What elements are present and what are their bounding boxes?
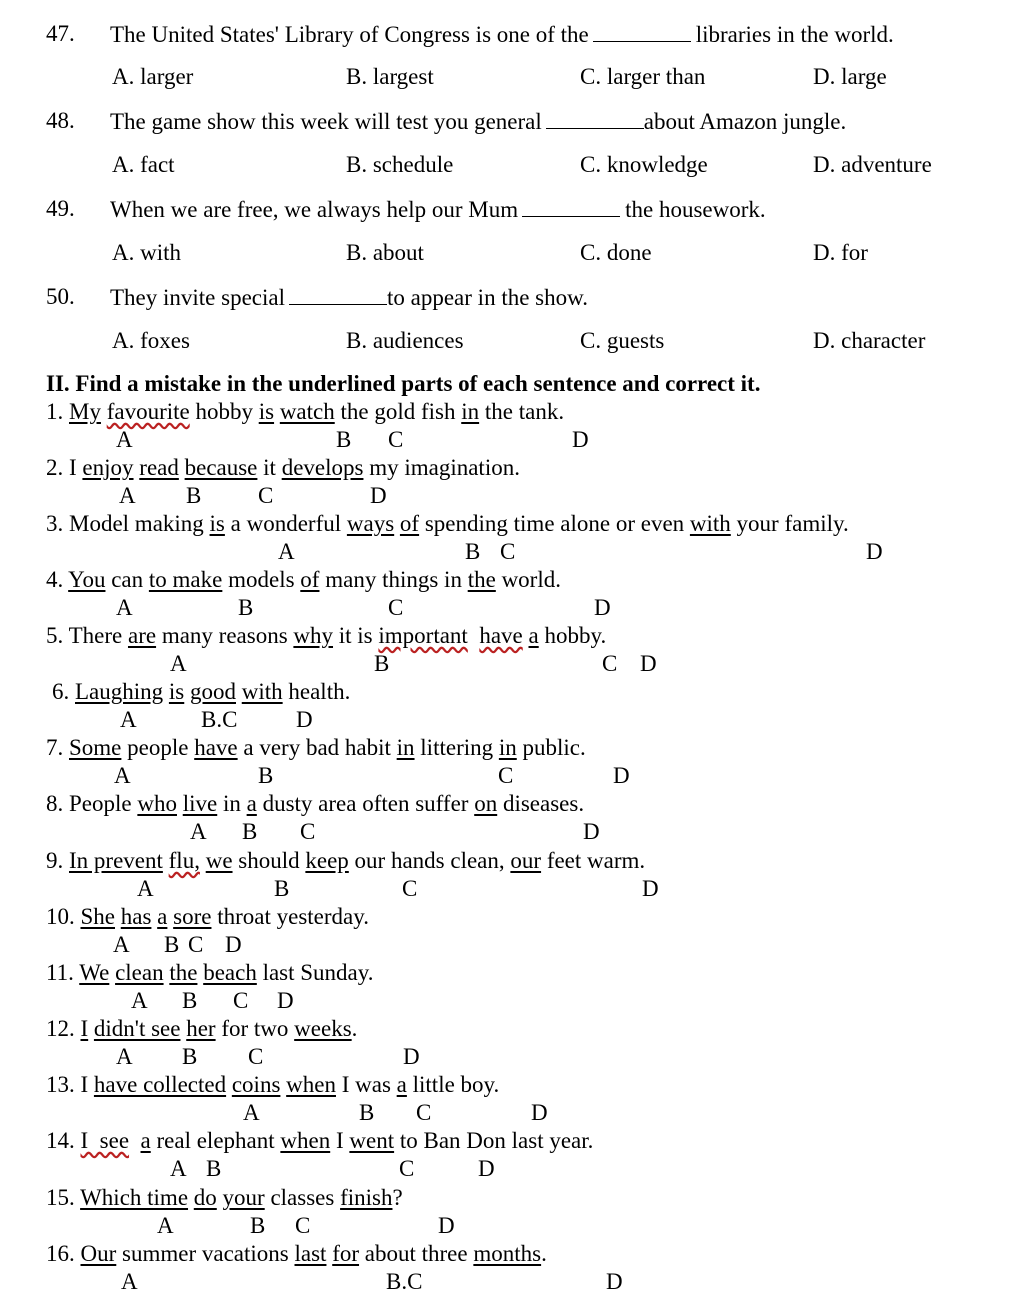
underlined-part: You — [68, 567, 106, 592]
underlined-part: in — [396, 735, 415, 760]
answer-blank — [289, 285, 387, 305]
sentence — [46, 905, 369, 928]
sentence-text: world. — [495, 567, 561, 592]
option-c: C. guests — [580, 328, 665, 353]
question-text — [110, 22, 894, 46]
option-label: B.C — [201, 707, 238, 732]
sentence-number: 11. — [46, 960, 80, 985]
option-d: D. large — [813, 64, 887, 89]
option-label: D — [642, 876, 659, 901]
underlined-part: of — [300, 567, 320, 592]
underlined-part: your — [222, 1185, 265, 1210]
option-label: A — [157, 1213, 174, 1238]
option-label: B.C — [386, 1269, 423, 1294]
underlined-part: because — [184, 455, 258, 480]
sentence — [46, 736, 586, 759]
option-label: B — [336, 427, 352, 452]
underlined-part: My — [69, 399, 101, 424]
option-label: A — [116, 1044, 133, 1069]
sentence — [46, 400, 564, 423]
option-c: C. knowledge — [580, 152, 708, 177]
underlined-part: of — [399, 511, 420, 536]
underlined-part: didn't see — [93, 1016, 181, 1041]
sentence — [46, 568, 561, 591]
sentence-text: There — [68, 623, 128, 648]
underlined-part: Laughing — [75, 679, 164, 704]
sentence-text: hobby. — [538, 623, 607, 648]
sentence — [46, 1242, 547, 1265]
underlined-part: Some — [69, 735, 122, 760]
sentence-text: my imagination. — [363, 455, 520, 480]
option-label: C — [602, 651, 618, 676]
option-d: D. for — [813, 240, 868, 265]
underlined-part: develops — [281, 455, 364, 480]
option-label: C — [300, 819, 316, 844]
option-label: C — [388, 427, 404, 452]
option-a: A. foxes — [112, 328, 190, 353]
option-label: C — [248, 1044, 264, 1069]
answer-blank — [593, 22, 691, 42]
sentence-number: 6. — [52, 679, 75, 704]
option-label: B — [465, 539, 481, 564]
sentence-text: for two — [215, 1016, 295, 1041]
underlined-part: sore — [173, 904, 212, 929]
underlined-part: we — [205, 848, 233, 873]
sentence-text — [129, 1128, 141, 1153]
sentence-text: spending time alone or even — [419, 511, 690, 536]
question-number: 48. — [46, 108, 75, 133]
sentence-number: 3. — [46, 511, 69, 536]
underlined-part: I see — [80, 1128, 130, 1153]
underlined-part: is — [209, 511, 225, 536]
option-label: D — [478, 1156, 495, 1181]
option-label: A — [116, 427, 133, 452]
underlined-part: the — [467, 567, 496, 592]
underlined-part: We — [79, 960, 110, 985]
underlined-part: Which time — [80, 1185, 189, 1210]
option-label: B — [374, 651, 390, 676]
underlined-part: a — [157, 904, 168, 929]
option-label: D — [594, 595, 611, 620]
option-label: D — [225, 932, 242, 957]
sentence-text: models — [222, 567, 301, 592]
option-label: C — [233, 988, 249, 1013]
underlined-part: went — [349, 1128, 395, 1153]
sentence-text: real elephant — [150, 1128, 281, 1153]
option-label: A — [113, 932, 130, 957]
sentence — [46, 1186, 403, 1209]
sentence-text: in — [217, 791, 247, 816]
underlined-part: read — [139, 455, 179, 480]
sentence — [46, 849, 645, 872]
option-label: A — [131, 988, 148, 1013]
sentence-number: 16. — [46, 1241, 81, 1266]
sentence — [46, 1017, 357, 1040]
underlined-part: with — [241, 679, 283, 704]
sentence-text: last Sunday. — [256, 960, 374, 985]
option-c: C. larger than — [580, 64, 706, 89]
sentence-text: our hands clean, — [348, 848, 511, 873]
option-d: D. character — [813, 328, 926, 353]
option-label: B — [164, 932, 180, 957]
underlined-part: coins — [231, 1072, 281, 1097]
underlined-part: keep — [305, 848, 349, 873]
question-text — [110, 285, 588, 309]
question-number: 47. — [46, 21, 75, 46]
option-label: D — [866, 539, 883, 564]
underlined-part: live — [182, 791, 218, 816]
underlined-part: have — [479, 623, 523, 648]
underlined-part: a — [246, 791, 257, 816]
option-label: C — [399, 1156, 415, 1181]
option-label: D — [277, 988, 294, 1013]
underlined-part: flu, — [168, 848, 200, 873]
sentence-text: hobby — [189, 399, 259, 424]
underlined-part: the — [169, 960, 198, 985]
sentence — [52, 680, 350, 703]
sentence-text: should — [232, 848, 306, 873]
sentence — [46, 792, 584, 815]
option-label: A — [120, 707, 137, 732]
option-label: A — [170, 1156, 187, 1181]
option-label: B — [206, 1156, 222, 1181]
sentence-text: the gold fish — [334, 399, 462, 424]
sentence-text: ? — [392, 1185, 403, 1210]
sentence-text: the tank. — [479, 399, 565, 424]
sentence-text — [468, 623, 480, 648]
underlined-part: watch — [279, 399, 335, 424]
underlined-part: clean — [115, 960, 164, 985]
question-text-before: When we are free, we always help our Mum — [110, 197, 519, 222]
underlined-part: good — [190, 679, 236, 704]
underlined-part: her — [186, 1016, 216, 1041]
option-label: C — [402, 876, 418, 901]
underlined-part: when — [280, 1128, 331, 1153]
underlined-part: last — [294, 1241, 327, 1266]
sentence — [46, 1073, 499, 1096]
option-label: C — [416, 1100, 432, 1125]
option-label: D — [438, 1213, 455, 1238]
question-number: 49. — [46, 196, 75, 221]
sentence-text: many things in — [319, 567, 468, 592]
answer-blank — [546, 109, 644, 129]
sentence-number: 2. — [46, 455, 69, 480]
sentence-text: dusty area often suffer — [256, 791, 475, 816]
option-a: A. fact — [112, 152, 175, 177]
question-text-after: the housework. — [625, 197, 766, 222]
underlined-part: why — [293, 623, 334, 648]
question-text — [110, 197, 766, 221]
sentence-text: People — [69, 791, 138, 816]
sentence-number: 14. — [46, 1128, 81, 1153]
sentence-text: many reasons — [156, 623, 294, 648]
sentence — [46, 624, 606, 647]
sentence-text: summer vacations — [116, 1241, 295, 1266]
option-label: D — [370, 483, 387, 508]
option-label: A — [170, 651, 187, 676]
answer-blank — [522, 197, 620, 217]
question-text-before: They invite special — [110, 285, 285, 310]
sentence-number: 15. — [46, 1185, 81, 1210]
underlined-part: with — [689, 511, 731, 536]
option-label: A — [278, 539, 295, 564]
underlined-part: has — [120, 904, 152, 929]
sentence-number: 4. — [46, 567, 69, 592]
option-label: B — [242, 819, 258, 844]
sentence-number: 5. — [46, 623, 69, 648]
sentence-text: . — [351, 1016, 358, 1041]
question-text-after: to appear in the show. — [387, 285, 588, 310]
sentence-text: little boy. — [406, 1072, 500, 1097]
option-label: C — [388, 595, 404, 620]
option-label: D — [403, 1044, 420, 1069]
sentence-number: 7. — [46, 735, 69, 760]
sentence-text: Model making — [69, 511, 210, 536]
sentence — [46, 1129, 593, 1152]
underlined-part: a — [396, 1072, 407, 1097]
sentence-number: 13. — [46, 1072, 81, 1097]
underlined-part: ways — [346, 511, 395, 536]
sentence-text: I — [80, 1072, 94, 1097]
underlined-part: Our — [80, 1241, 117, 1266]
option-label: A — [116, 595, 133, 620]
sentence-number: 12. — [46, 1016, 81, 1041]
underlined-part: beach — [203, 960, 257, 985]
underlined-part: who — [137, 791, 177, 816]
underlined-part: finish — [340, 1185, 393, 1210]
question-text-after: libraries in the world. — [695, 22, 894, 47]
option-label: D — [531, 1100, 548, 1125]
underlined-part: weeks — [294, 1016, 352, 1041]
option-label: B — [186, 483, 202, 508]
option-a: A. with — [112, 240, 181, 265]
option-label: A — [121, 1269, 138, 1294]
underlined-part: to make — [148, 567, 223, 592]
option-label: A — [114, 763, 131, 788]
option-label: A — [243, 1100, 260, 1125]
option-label: A — [119, 483, 136, 508]
sentence-text: to Ban Don last year. — [394, 1128, 594, 1153]
sentence — [46, 456, 520, 479]
sentence-text: throat yesterday. — [211, 904, 369, 929]
option-label: B — [274, 876, 290, 901]
underlined-part: when — [286, 1072, 336, 1097]
option-label: D — [613, 763, 630, 788]
sentence-text: about three — [359, 1241, 474, 1266]
underlined-part: have collected — [93, 1072, 227, 1097]
option-label: B — [250, 1213, 266, 1238]
underlined-part: for — [332, 1241, 360, 1266]
option-b: B. about — [346, 240, 424, 265]
underlined-part: important — [378, 623, 468, 648]
question-number: 50. — [46, 284, 75, 309]
option-label: B — [182, 1044, 198, 1069]
underlined-part: favourite — [106, 399, 190, 424]
sentence-text: I — [69, 455, 83, 480]
option-b: B. largest — [346, 64, 434, 89]
underlined-part: is — [168, 679, 185, 704]
underlined-part: enjoy — [82, 455, 134, 480]
sentence-number: 9. — [46, 848, 69, 873]
sentence-text: it — [257, 455, 282, 480]
option-label: D — [296, 707, 313, 732]
option-label: D — [640, 651, 657, 676]
option-label: D — [572, 427, 589, 452]
option-label: C — [188, 932, 204, 957]
question-text-after: about Amazon jungle. — [643, 109, 847, 134]
sentence-text: diseases. — [497, 791, 585, 816]
sentence-text: I — [330, 1128, 350, 1153]
option-d: D. adventure — [813, 152, 932, 177]
underlined-part: months — [473, 1241, 542, 1266]
underlined-part: In prevent — [69, 848, 163, 873]
sentence-text: a wonderful — [224, 511, 347, 536]
underlined-part: in — [461, 399, 480, 424]
option-label: B — [182, 988, 198, 1013]
option-b: B. schedule — [346, 152, 454, 177]
option-label: D — [606, 1269, 623, 1294]
question-text — [110, 109, 846, 133]
underlined-part: in — [498, 735, 517, 760]
underlined-part: our — [510, 848, 542, 873]
option-label: A — [190, 819, 207, 844]
option-label: A — [137, 876, 154, 901]
option-b: B. audiences — [346, 328, 464, 353]
sentence-text: . — [541, 1241, 547, 1266]
underlined-part: She — [80, 904, 115, 929]
sentence-text: public. — [516, 735, 586, 760]
sentence-text: I was — [335, 1072, 397, 1097]
option-label: B — [238, 595, 254, 620]
option-label: B — [359, 1100, 375, 1125]
underlined-part: on — [474, 791, 498, 816]
sentence-text: people — [121, 735, 195, 760]
section-heading: II. Find a mistake in the underlined parts of each sentence and correct it. — [46, 371, 761, 396]
sentence-number: 1. — [46, 399, 69, 424]
option-label: C — [498, 763, 514, 788]
option-label: B — [258, 763, 274, 788]
option-label: C — [258, 483, 274, 508]
underlined-part: I — [80, 1016, 89, 1041]
option-label: C — [500, 539, 516, 564]
underlined-part: a — [140, 1128, 151, 1153]
option-label: C — [295, 1213, 311, 1238]
sentence-text: can — [105, 567, 149, 592]
sentence-text: littering — [414, 735, 499, 760]
sentence — [46, 512, 849, 535]
question-text-before: The game show this week will test you general — [110, 109, 542, 134]
sentence-text: a very bad habit — [237, 735, 397, 760]
sentence-text: feet warm. — [541, 848, 646, 873]
sentence-number: 8. — [46, 791, 69, 816]
option-a: A. larger — [112, 64, 194, 89]
sentence — [46, 961, 374, 984]
underlined-part: have — [194, 735, 238, 760]
question-text-before: The United States' Library of Congress is one of the — [110, 22, 589, 47]
underlined-part: a — [528, 623, 539, 648]
underlined-part: are — [127, 623, 157, 648]
sentence-text: health. — [282, 679, 351, 704]
sentence-text: your family. — [730, 511, 849, 536]
option-label: D — [583, 819, 600, 844]
sentence-text: classes — [264, 1185, 341, 1210]
sentence-text: it is — [333, 623, 379, 648]
underlined-part: is — [258, 399, 275, 424]
underlined-part: do — [193, 1185, 217, 1210]
option-c: C. done — [580, 240, 652, 265]
sentence-number: 10. — [46, 904, 81, 929]
